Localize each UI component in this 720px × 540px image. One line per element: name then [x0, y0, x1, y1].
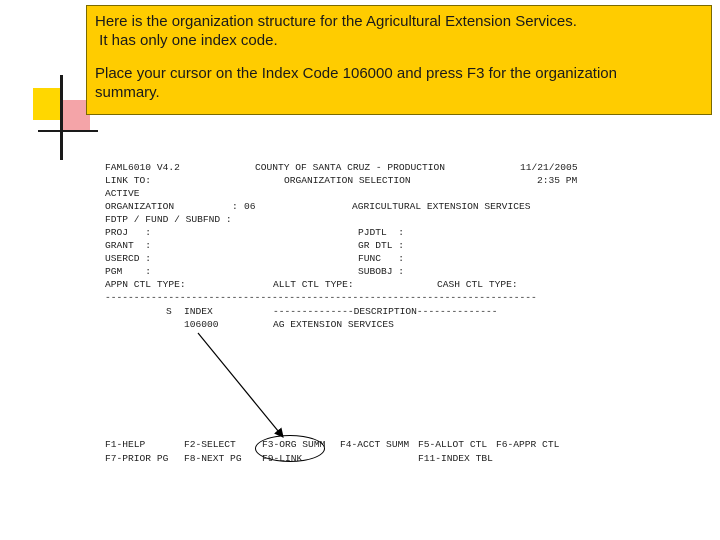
organization-name: AGRICULTURAL EXTENSION SERVICES [352, 201, 531, 212]
pjdtl-field[interactable]: PJDTL : [358, 227, 405, 238]
proj-field[interactable]: PROJ : [105, 227, 152, 238]
allt-ctl-type: ALLT CTL TYPE: [273, 279, 354, 290]
func-field[interactable]: FUNC : [358, 253, 405, 264]
time-display: 2:35 PM [537, 175, 578, 186]
column-header-description: --------------DESCRIPTION-------------- [273, 306, 498, 317]
fkey-f7-prior-pg[interactable]: F7-PRIOR PG [105, 453, 169, 464]
cash-ctl-type: CASH CTL TYPE: [437, 279, 518, 290]
column-header-index: INDEX [184, 306, 213, 317]
callout-line-2: It has only one index code. [95, 32, 278, 49]
f3-highlight-circle [255, 435, 325, 462]
organization-label: ORGANIZATION [105, 201, 175, 212]
index-description: AG EXTENSION SERVICES [273, 319, 394, 330]
fkey-f4-acct-summ[interactable]: F4-ACCT SUMM [340, 439, 410, 450]
fdtp-field[interactable]: FDTP / FUND / SUBFND : [105, 214, 232, 225]
divider-line: --------------------------------------------------------------------------- [105, 292, 537, 303]
subobj-field[interactable]: SUBOBJ : [358, 266, 405, 277]
organization-code-field[interactable]: 06 [244, 201, 256, 212]
link-to-field[interactable]: LINK TO: [105, 175, 152, 186]
column-header-s: S [166, 306, 172, 317]
organization-separator: : [232, 201, 238, 212]
fkey-f8-next-pg[interactable]: F8-NEXT PG [184, 453, 242, 464]
instruction-callout [86, 5, 712, 115]
fkey-f6-appr-ctl[interactable]: F6-APPR CTL [496, 439, 560, 450]
date-display: 11/21/2005 [520, 162, 578, 173]
screen-title: ORGANIZATION SELECTION [284, 175, 411, 186]
usercd-field[interactable]: USERCD : [105, 253, 152, 264]
fkey-f11-index-tbl[interactable]: F11-INDEX TBL [418, 453, 493, 464]
fkey-f3-org-summ[interactable]: F3-ORG SUMM [262, 439, 326, 450]
decor-horizontal-line [38, 130, 98, 132]
decor-yellow-square [33, 88, 63, 120]
grant-field[interactable]: GRANT : [105, 240, 152, 251]
environment-label: COUNTY OF SANTA CRUZ - PRODUCTION [255, 162, 445, 173]
appn-ctl-type: APPN CTL TYPE: [105, 279, 186, 290]
fkey-f9-link[interactable]: F9-LINK [262, 453, 303, 464]
arrow-line [198, 333, 283, 437]
callout-line-3: Place your cursor on the Index Code 106000 and press F3 for the organization [95, 65, 617, 82]
status-text: ACTIVE [105, 188, 140, 199]
decor-vertical-line [60, 75, 63, 160]
program-id: FAML6010 V4.2 [105, 162, 180, 173]
callout-line-1: Here is the organization structure for the Agricultural Extension Services. [95, 13, 577, 30]
fkey-f2-select[interactable]: F2-SELECT [184, 439, 236, 450]
grdtl-field[interactable]: GR DTL : [358, 240, 405, 251]
index-code-106000[interactable]: 106000 [184, 319, 219, 330]
pgm-field[interactable]: PGM : [105, 266, 152, 277]
fkey-f1-help[interactable]: F1-HELP [105, 439, 146, 450]
fkey-f5-allot-ctl[interactable]: F5-ALLOT CTL [418, 439, 488, 450]
callout-line-4: summary. [95, 84, 160, 101]
